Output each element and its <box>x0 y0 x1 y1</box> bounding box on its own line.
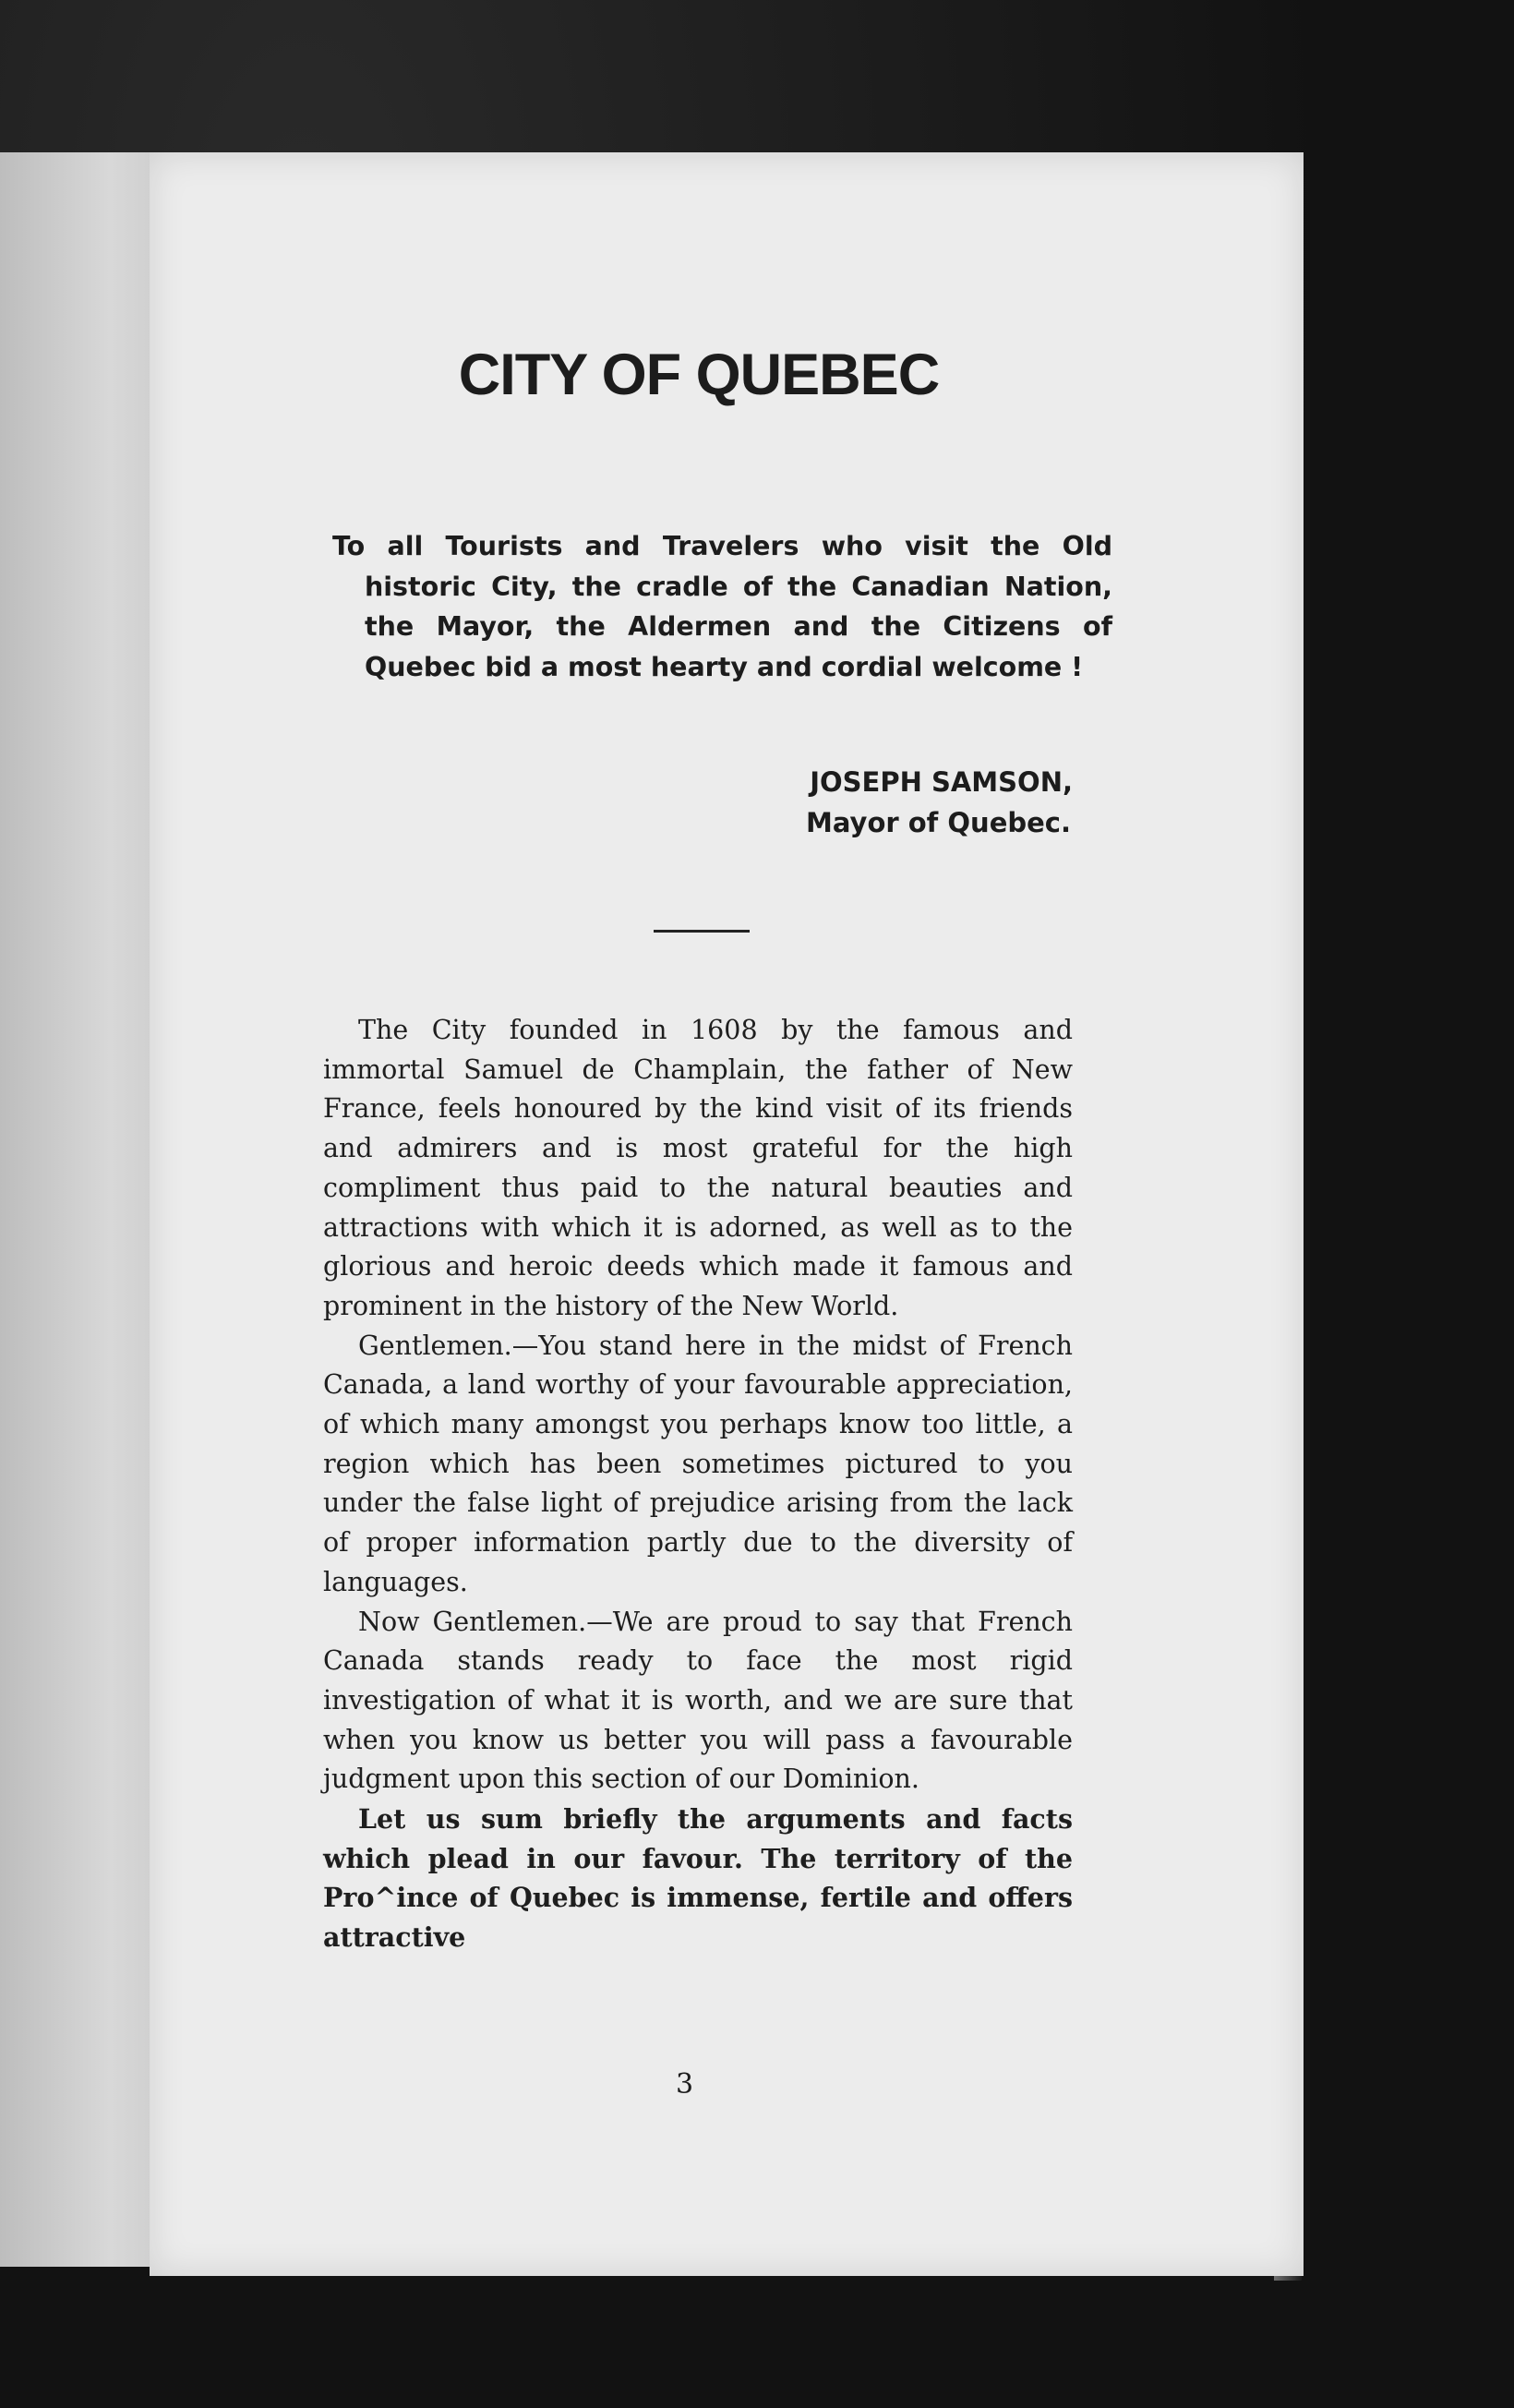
page-number: 3 <box>676 2068 694 2101</box>
signature-block <box>806 762 1073 843</box>
page-title: CITY OF QUEBEC <box>458 343 940 407</box>
section-divider <box>654 930 750 933</box>
welcome-message: To all Tourists and Travelers who visit the Old historic City, the cradle of the Canadian Nation, the Mayor, the Aldermen and the Citizens of Quebec bid a most hearty and cordial welcome ! <box>332 531 1112 682</box>
body-text <box>323 1011 1073 1957</box>
facing-page-edge <box>0 152 160 2267</box>
signature-title: Mayor of Quebec. <box>806 807 1071 838</box>
document-page <box>150 152 1304 2276</box>
paragraph-3: Now Gentlemen.—We are proud to say that French Canada stands ready to face the most rigid investigation of what it is worth, and we are sure that when you know us better you will pass a favourable judgment upon this section of our Dominion. <box>323 1606 1073 1795</box>
signature-name: JOSEPH SAMSON, <box>810 766 1073 798</box>
paragraph-2: Gentlemen.—You stand here in the midst of French Canada, a land worthy of your favourable appreciation, of which many amongst you perhaps know too little, a region which has been sometimes pictured to you under the false light of prejudice arising from the lack of proper information partly due to the diversity of languages. <box>323 1330 1073 1597</box>
paragraph-4: Let us sum briefly the arguments and facts which plead in our favour. The territory of the Pro^ince of Quebec is immense, fertile and offers attractive <box>323 1803 1073 1954</box>
paragraph-1: The City founded in 1608 by the famous and immortal Samuel de Champlain, the father of New France, feels honoured by the kind visit of its friends and admirers and is most grateful for the high compliment thus paid to the natural beauties and attractions with which it is adorned, as well as to the glorious and heroic deeds which made it famous and prominent in the history of the New World. <box>323 1015 1073 1321</box>
